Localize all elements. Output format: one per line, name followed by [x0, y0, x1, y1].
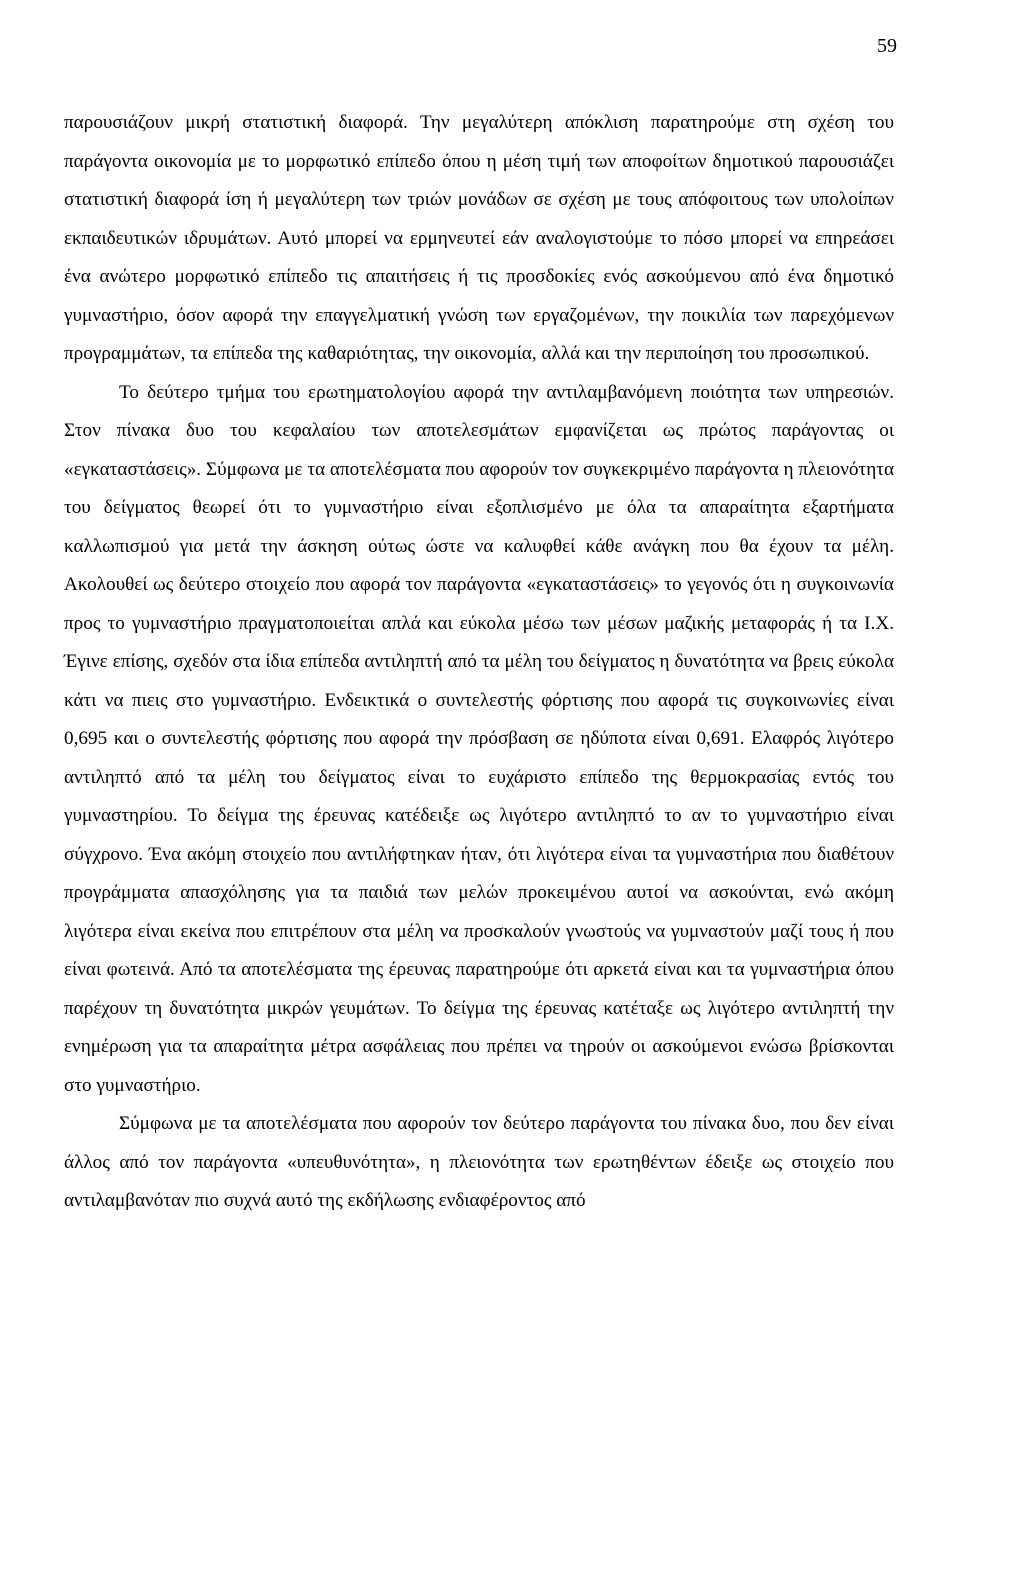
paragraph-service-quality: Το δεύτερο τμήμα του ερωτηματολογίου αφορά την αντιλαμβανόμενη ποιότητα των υπηρεσιών. Στον πίνακα δυο του κεφαλαίου των αποτελεσμάτων εμφανίζεται ως πρώτος παράγοντας οι «εγκαταστάσεις». Σύμφωνα με τα αποτελέσματα που αφορούν τον συγκεκριμένο παράγοντα η πλειονότητα του δείγματος θεωρεί ότι το γυμναστήριο είναι εξοπλισμένο με όλα τα απαραίτητα εξαρτήματα καλλωπισμού για μετά την άσκηση ούτως ώστε να καλυφθεί κάθε ανάγκη που θα έχουν τα μέλη. Ακολουθεί ως δεύτερο στοιχείο που αφορά τον παράγοντα «εγκαταστάσεις» το γεγονός ότι η συγκοινωνία προς το γυμναστήριο πραγματοποιείται απλά και εύκολα μέσω των μέσων μαζικής μεταφοράς ή τα Ι.Χ. Έγινε επίσης, σχεδόν στα ίδια επίπεδα αντιληπτή από τα μέλη του δείγματος η δυνατότητα να βρεις εύκολα κάτι να πιεις στο γυμναστήριο. Ενδεικτικά ο συντελεστής φόρτισης που αφορά τις συγκοινωνίες είναι 0,695 και ο συντελεστής φόρτισης που αφορά την πρόσβαση σε ηδύποτα είναι 0,691. Ελαφρός λιγότερο αντιληπτό από τα μέλη του δείγματος είναι το ευχάριστο επίπεδο της θερμοκρασίας εντός του γυμναστηρίου. Το δείγμα της έρευνας κατέδειξε ως λιγότερο αντιληπτό το αν το γυμναστήριο είναι σύγχρονο. Ένα ακόμη στοιχείο που αντιλήφτηκαν ήταν, ότι λιγότερα είναι τα γυμναστήρια που διαθέτουν προγράμματα απασχόλησης για τα παιδιά των μελών προκειμένου αυτοί να ασκούνται, ενώ ακόμη λιγότερα είναι εκείνα που επιτρέπουν στα μέλη να προσκαλούν γνωστούς να γυμναστούν μαζί τους ή που είναι φωτεινά. Από τα αποτελέσματα της έρευνας παρατηρούμε ότι αρκετά είναι και τα γυμναστήρια όπου παρέχουν τη δυνατότητα μικρών γευμάτων. Το δείγμα της έρευνας κατέταξε ως λιγότερο αντιληπτή την ενημέρωση για τα απαραίτητα μέτρα ασφάλειας που πρέπει να τηρούν οι ασκούμενοι ενώσω βρίσκονται στο γυμναστήριο. [64, 381, 894, 1096]
document-body [64, 104, 894, 1221]
paragraph-continuation: παρουσιάζουν μικρή στατιστική διαφορά. Την μεγαλύτερη απόκλιση παρατηρούμε στη σχέση του παράγοντα οικονομία με το μορφωτικό επίπεδο όπου η μέση τιμή των αποφοίτων δημοτικού παρουσιάζει στατιστική διαφορά ίση ή μεγαλύτερη των τριών μονάδων σε σχέση με τους απόφοιτους των υπολοίπων εκπαιδευτικών ιδρυμάτων. Αυτό μπορεί να ερμηνευτεί εάν αναλογιστούμε το πόσο μπορεί να επηρεάσει ένα ανώτερο μορφωτικό επίπεδο τις απαιτήσεις ή τις προσδοκίες ενός ασκούμενου από ένα δημοτικό γυμναστήριο, όσον αφορά την επαγγελματική γνώση των εργαζομένων, την ποικιλία των παρεχόμενων προγραμμάτων, τα επίπεδα της καθαριότητας, την οικονομία, αλλά και την περιποίηση του προσωπικού. [64, 112, 894, 364]
page-number: 59 [877, 35, 897, 57]
paragraph-responsibility: Σύμφωνα με τα αποτελέσματα που αφορούν τον δεύτερο παράγοντα του πίνακα δυο, που δεν είναι άλλος από τον παράγοντα «υπευθυνότητα», η πλειονότητα των ερωτηθέντων έδειξε ως στοιχείο που αντιλαμβανόταν πιο συχνά αυτό της εκδήλωσης ενδιαφέροντος από [64, 1113, 894, 1211]
